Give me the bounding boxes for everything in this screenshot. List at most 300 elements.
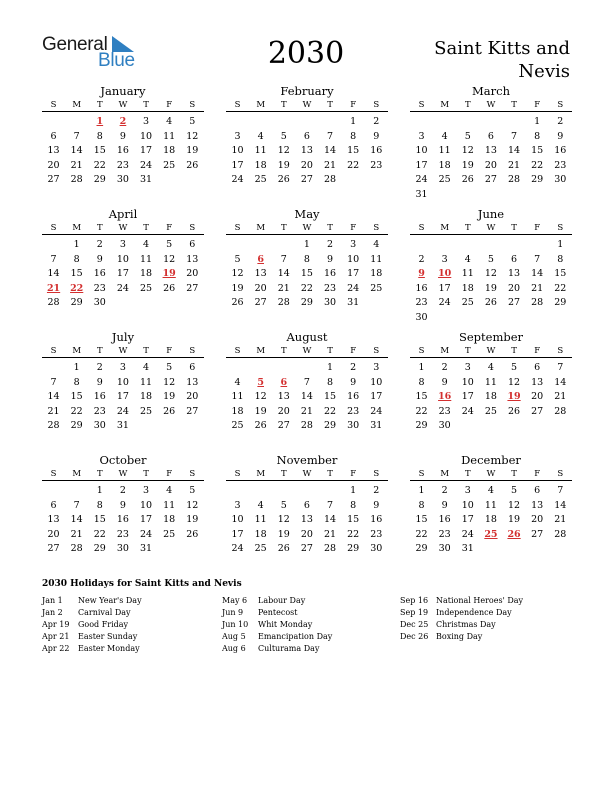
day-cell: 27 xyxy=(484,174,497,185)
day-cell: 23 xyxy=(324,282,337,294)
day-cell: 20 xyxy=(186,391,199,402)
day-cell: 4 xyxy=(487,485,494,496)
weekday-label: F xyxy=(534,222,541,233)
day-cell: 21 xyxy=(324,528,337,540)
holiday-name: Labour Day xyxy=(258,596,306,605)
day-cell: 17 xyxy=(140,514,153,525)
day-cell: 17 xyxy=(415,159,428,171)
day-cell: 3 xyxy=(373,362,380,373)
day-cell: 23 xyxy=(116,528,129,540)
weekday-label: T xyxy=(327,99,333,110)
holiday-row xyxy=(222,643,398,655)
day-cell: 11 xyxy=(484,376,497,388)
weekday-label: T xyxy=(143,222,149,233)
holiday-name: Boxing Day xyxy=(436,632,483,641)
day-cell: 17 xyxy=(116,268,129,279)
day-cell: 27 xyxy=(186,405,199,417)
day-cell: 27 xyxy=(531,405,544,417)
day-cell: 24 xyxy=(438,297,451,308)
holiday-date: Jan 2 xyxy=(42,608,63,617)
empty-day-cell xyxy=(272,484,295,499)
weekday-label: S xyxy=(189,222,196,233)
holiday-name: Culturama Day xyxy=(258,644,320,653)
day-cell: 15 xyxy=(415,391,428,402)
day-cell: 23 xyxy=(415,297,428,308)
day-cell: 20 xyxy=(531,514,544,525)
day-cell: 24 xyxy=(116,405,129,417)
day-cell: 26 xyxy=(186,528,199,540)
day-cell: 27 xyxy=(47,174,60,185)
weekday-label: S xyxy=(234,99,241,110)
day-cell: 31 xyxy=(116,420,129,431)
holiday-name: National Heroes' Day xyxy=(436,596,524,605)
day-cell: 13 xyxy=(531,376,544,388)
day-cell: 16 xyxy=(370,145,383,156)
empty-day-cell xyxy=(42,484,65,499)
day-cell: 17 xyxy=(231,159,244,171)
empty-day-cell xyxy=(433,238,456,253)
holiday-day-cell: 6 xyxy=(280,376,288,388)
month-january xyxy=(42,84,204,188)
weekday-label: T xyxy=(143,468,149,479)
day-cell: 5 xyxy=(189,116,196,127)
day-cell: 29 xyxy=(70,420,83,431)
holiday-list-title: 2030 Holidays for Saint Kitts and Nevis xyxy=(42,579,242,589)
day-cell: 3 xyxy=(119,239,126,250)
weekday-label: S xyxy=(50,222,57,233)
day-cell: 29 xyxy=(70,297,83,308)
month-name: December xyxy=(461,453,521,467)
weekday-label: T xyxy=(511,99,517,110)
day-cell: 22 xyxy=(531,159,544,171)
logo-general-text: General xyxy=(42,34,108,55)
day-cell: 12 xyxy=(508,499,521,511)
day-cell: 30 xyxy=(554,174,567,185)
weekday-label: S xyxy=(50,345,57,356)
day-cell: 23 xyxy=(438,528,451,540)
day-cell: 18 xyxy=(461,282,474,294)
weekday-label: F xyxy=(350,222,357,233)
empty-day-cell xyxy=(226,115,249,130)
day-cell: 7 xyxy=(557,362,564,373)
holiday-row xyxy=(222,619,398,631)
day-cell: 18 xyxy=(438,159,451,171)
holiday-row xyxy=(42,619,218,631)
day-cell: 6 xyxy=(511,253,518,265)
holiday-day-cell: 21 xyxy=(46,282,61,294)
day-cell: 20 xyxy=(300,159,313,171)
day-cell: 29 xyxy=(415,543,428,554)
empty-day-cell xyxy=(526,238,549,253)
day-cell: 11 xyxy=(461,268,474,279)
day-cell: 25 xyxy=(231,420,244,431)
day-cell: 21 xyxy=(70,528,83,540)
day-cell: 10 xyxy=(370,376,383,388)
empty-day-cell xyxy=(42,238,65,253)
weekday-label: W xyxy=(118,345,128,356)
day-cell: 30 xyxy=(438,420,451,431)
day-cell: 7 xyxy=(50,253,57,265)
day-cell: 6 xyxy=(534,362,541,373)
day-cell: 27 xyxy=(47,543,60,554)
holiday-row xyxy=(400,619,576,631)
day-cell: 29 xyxy=(93,174,106,185)
empty-day-cell xyxy=(249,238,272,253)
day-cell: 17 xyxy=(347,268,360,279)
weekday-label: S xyxy=(373,99,380,110)
day-cell: 5 xyxy=(511,485,518,496)
weekday-label: T xyxy=(96,468,103,479)
weekday-label: S xyxy=(557,345,564,356)
day-cell: 6 xyxy=(50,130,57,142)
day-cell: 28 xyxy=(277,297,290,308)
day-cell: 13 xyxy=(186,376,199,388)
holiday-row xyxy=(42,595,218,607)
day-cell: 28 xyxy=(508,174,521,185)
holiday-name: Carnival Day xyxy=(78,608,131,617)
day-cell: 10 xyxy=(347,253,360,265)
weekday-label: M xyxy=(440,222,450,233)
month-december xyxy=(410,453,572,557)
day-cell: 5 xyxy=(166,362,173,373)
day-cell: 26 xyxy=(186,159,199,171)
day-cell: 27 xyxy=(300,543,313,554)
day-cell: 5 xyxy=(464,130,471,142)
weekday-label: T xyxy=(143,99,149,110)
day-cell: 18 xyxy=(484,514,497,525)
day-cell: 16 xyxy=(347,391,360,402)
holiday-day-cell: 22 xyxy=(70,282,84,294)
holiday-name: Christmas Day xyxy=(436,620,496,629)
weekday-label: F xyxy=(350,468,357,479)
holiday-date: Dec 26 xyxy=(400,632,429,641)
empty-day-cell xyxy=(295,484,318,499)
day-cell: 15 xyxy=(554,268,567,279)
day-cell: 13 xyxy=(277,391,290,402)
day-cell: 8 xyxy=(418,376,425,388)
day-grid xyxy=(42,238,204,311)
day-cell: 10 xyxy=(140,499,153,511)
weekday-label: S xyxy=(418,99,425,110)
day-grid xyxy=(226,115,388,188)
weekday-label: W xyxy=(486,345,496,356)
weekday-label: T xyxy=(327,345,333,356)
holiday-name: Easter Monday xyxy=(78,644,140,653)
weekday-label: T xyxy=(464,222,471,233)
weekday-label: T xyxy=(143,345,149,356)
weekday-label: W xyxy=(118,222,128,233)
day-cell: 10 xyxy=(415,145,428,156)
day-cell: 9 xyxy=(373,130,380,142)
day-cell: 17 xyxy=(461,514,474,525)
day-grid xyxy=(410,115,572,202)
weekday-label: S xyxy=(373,468,380,479)
day-cell: 8 xyxy=(73,376,80,388)
empty-day-cell xyxy=(65,484,88,499)
day-cell: 20 xyxy=(47,159,60,171)
day-cell: 30 xyxy=(438,543,451,554)
day-cell: 12 xyxy=(484,268,497,279)
weekday-label: S xyxy=(234,345,241,356)
holiday-day-cell: 1 xyxy=(96,116,104,127)
empty-day-cell xyxy=(272,115,295,130)
day-cell: 5 xyxy=(280,130,287,142)
day-cell: 25 xyxy=(254,174,267,185)
day-cell: 22 xyxy=(70,405,83,417)
weekday-label: S xyxy=(50,468,57,479)
day-cell: 28 xyxy=(300,420,313,431)
day-cell: 30 xyxy=(116,543,129,554)
weekday-label: W xyxy=(486,222,496,233)
day-cell: 2 xyxy=(441,362,448,373)
holiday-day-cell: 2 xyxy=(119,116,127,127)
day-cell: 26 xyxy=(508,405,521,417)
day-cell: 21 xyxy=(70,159,83,171)
weekday-label: T xyxy=(511,345,517,356)
weekday-label: S xyxy=(557,468,564,479)
weekday-label: T xyxy=(327,222,333,233)
day-cell: 3 xyxy=(441,253,448,265)
holiday-date: Sep 19 xyxy=(400,608,429,617)
day-cell: 25 xyxy=(461,297,474,308)
day-cell: 7 xyxy=(511,130,518,142)
weekday-header xyxy=(42,467,204,481)
holiday-date: Apr 22 xyxy=(42,644,70,653)
holiday-row xyxy=(400,631,576,643)
day-cell: 18 xyxy=(370,268,383,279)
month-may xyxy=(226,207,388,311)
day-cell: 5 xyxy=(280,499,287,511)
day-cell: 28 xyxy=(70,174,83,185)
holiday-date: Apr 19 xyxy=(42,620,70,629)
weekday-label: F xyxy=(166,468,173,479)
day-cell: 4 xyxy=(257,130,264,142)
weekday-label: W xyxy=(486,99,496,110)
weekday-label: T xyxy=(96,345,103,356)
day-cell: 21 xyxy=(300,405,313,417)
weekday-label: W xyxy=(302,468,312,479)
day-cell: 14 xyxy=(277,268,290,279)
holiday-date: Sep 16 xyxy=(400,596,429,605)
holiday-row xyxy=(400,595,576,607)
day-cell: 7 xyxy=(303,376,310,388)
day-grid xyxy=(42,361,204,434)
holiday-name: Good Friday xyxy=(78,620,129,629)
day-cell: 12 xyxy=(163,253,176,265)
weekday-label: S xyxy=(234,222,241,233)
holiday-row xyxy=(42,631,218,643)
calendar-year: 2030 xyxy=(267,36,345,71)
day-cell: 17 xyxy=(231,528,244,540)
day-cell: 24 xyxy=(370,405,383,417)
holiday-row xyxy=(42,643,218,655)
weekday-label: M xyxy=(256,222,266,233)
day-cell: 2 xyxy=(418,253,425,265)
weekday-label: F xyxy=(166,345,173,356)
day-cell: 4 xyxy=(234,376,241,388)
month-name: September xyxy=(458,330,524,344)
empty-day-cell xyxy=(295,115,318,130)
day-cell: 13 xyxy=(531,499,544,511)
day-cell: 16 xyxy=(415,282,428,294)
day-cell: 2 xyxy=(96,362,103,373)
month-april xyxy=(42,207,204,311)
weekday-label: S xyxy=(557,222,564,233)
day-cell: 15 xyxy=(324,391,337,402)
day-cell: 11 xyxy=(140,253,153,265)
weekday-label: F xyxy=(350,99,357,110)
day-cell: 7 xyxy=(280,253,287,265)
day-cell: 10 xyxy=(231,514,244,525)
day-cell: 20 xyxy=(186,268,199,279)
day-cell: 10 xyxy=(140,130,153,142)
day-cell: 11 xyxy=(438,145,451,156)
day-cell: 18 xyxy=(254,159,267,171)
day-cell: 14 xyxy=(300,391,313,402)
day-cell: 2 xyxy=(350,362,357,373)
day-cell: 26 xyxy=(163,405,176,417)
day-cell: 22 xyxy=(415,528,428,540)
day-cell: 23 xyxy=(438,405,451,417)
day-cell: 22 xyxy=(324,405,337,417)
day-cell: 14 xyxy=(554,499,567,511)
day-grid xyxy=(226,484,388,557)
day-cell: 30 xyxy=(93,420,106,431)
country-name: Saint Kitts and Nevis xyxy=(434,38,570,82)
day-cell: 2 xyxy=(557,116,564,127)
day-cell: 19 xyxy=(508,514,521,525)
day-cell: 18 xyxy=(140,268,153,279)
day-cell: 19 xyxy=(186,145,199,156)
day-cell: 9 xyxy=(119,130,126,142)
day-cell: 14 xyxy=(531,268,544,279)
empty-day-cell xyxy=(272,361,295,376)
day-cell: 20 xyxy=(47,528,60,540)
day-cell: 11 xyxy=(254,145,267,156)
day-cell: 7 xyxy=(327,130,334,142)
day-cell: 13 xyxy=(300,145,313,156)
weekday-label: M xyxy=(256,468,266,479)
day-cell: 11 xyxy=(163,130,176,142)
day-cell: 26 xyxy=(254,420,267,431)
weekday-label: S xyxy=(418,222,425,233)
weekday-label: M xyxy=(256,345,266,356)
day-cell: 25 xyxy=(140,282,153,294)
day-cell: 13 xyxy=(186,253,199,265)
day-cell: 10 xyxy=(461,499,474,511)
day-cell: 8 xyxy=(557,253,564,265)
day-cell: 7 xyxy=(73,130,80,142)
day-cell: 11 xyxy=(140,376,153,388)
day-cell: 1 xyxy=(418,485,425,496)
day-cell: 18 xyxy=(163,514,176,525)
day-cell: 15 xyxy=(300,268,313,279)
weekday-label: M xyxy=(256,99,266,110)
day-cell: 27 xyxy=(254,297,267,308)
day-cell: 23 xyxy=(347,405,360,417)
day-cell: 26 xyxy=(484,297,497,308)
day-cell: 3 xyxy=(143,485,150,496)
day-cell: 5 xyxy=(166,239,173,250)
day-cell: 15 xyxy=(70,391,83,402)
day-cell: 13 xyxy=(254,268,267,279)
weekday-label: S xyxy=(557,99,564,110)
day-cell: 24 xyxy=(140,159,153,171)
day-cell: 28 xyxy=(554,405,567,417)
day-cell: 2 xyxy=(327,239,334,250)
day-cell: 4 xyxy=(373,239,380,250)
day-cell: 8 xyxy=(534,130,541,142)
day-cell: 13 xyxy=(47,514,60,525)
weekday-label: T xyxy=(280,345,287,356)
day-cell: 27 xyxy=(277,420,290,431)
day-cell: 9 xyxy=(441,376,448,388)
holiday-day-cell: 10 xyxy=(438,268,452,279)
day-cell: 5 xyxy=(189,485,196,496)
day-cell: 10 xyxy=(231,145,244,156)
holiday-name: Emancipation Day xyxy=(258,632,333,641)
day-cell: 9 xyxy=(373,499,380,511)
day-cell: 1 xyxy=(96,485,103,496)
day-cell: 31 xyxy=(347,297,360,308)
day-cell: 24 xyxy=(461,528,474,540)
weekday-label: T xyxy=(96,99,103,110)
weekday-label: W xyxy=(302,99,312,110)
empty-day-cell xyxy=(456,238,479,253)
day-cell: 6 xyxy=(303,130,310,142)
day-cell: 8 xyxy=(96,130,103,142)
day-cell: 1 xyxy=(73,362,80,373)
day-cell: 7 xyxy=(73,499,80,511)
day-cell: 6 xyxy=(50,499,57,511)
weekday-label: T xyxy=(280,222,287,233)
day-cell: 3 xyxy=(234,130,241,142)
day-cell: 13 xyxy=(484,145,497,156)
month-name: August xyxy=(286,330,328,344)
day-cell: 22 xyxy=(300,282,313,294)
day-cell: 23 xyxy=(116,159,129,171)
day-cell: 2 xyxy=(441,485,448,496)
weekday-header xyxy=(42,344,204,358)
day-cell: 9 xyxy=(327,253,334,265)
day-cell: 8 xyxy=(418,499,425,511)
day-cell: 4 xyxy=(487,362,494,373)
holiday-date: Jun 9 xyxy=(222,608,244,617)
empty-day-cell xyxy=(295,361,318,376)
day-cell: 18 xyxy=(231,405,244,417)
month-name: February xyxy=(280,84,334,98)
day-cell: 24 xyxy=(231,543,244,554)
day-cell: 12 xyxy=(277,145,290,156)
day-cell: 31 xyxy=(140,543,153,554)
day-cell: 6 xyxy=(534,485,541,496)
day-cell: 26 xyxy=(231,297,244,308)
day-cell: 27 xyxy=(531,528,544,540)
day-cell: 25 xyxy=(163,528,176,540)
weekday-label: S xyxy=(418,345,425,356)
day-cell: 12 xyxy=(231,268,244,279)
day-cell: 3 xyxy=(143,116,150,127)
holiday-column xyxy=(42,595,218,655)
day-cell: 14 xyxy=(324,514,337,525)
day-cell: 20 xyxy=(277,405,290,417)
weekday-label: S xyxy=(189,345,196,356)
day-cell: 11 xyxy=(231,391,244,402)
empty-day-cell xyxy=(503,115,526,130)
day-cell: 31 xyxy=(461,543,474,554)
day-cell: 7 xyxy=(327,499,334,511)
day-cell: 22 xyxy=(347,528,360,540)
